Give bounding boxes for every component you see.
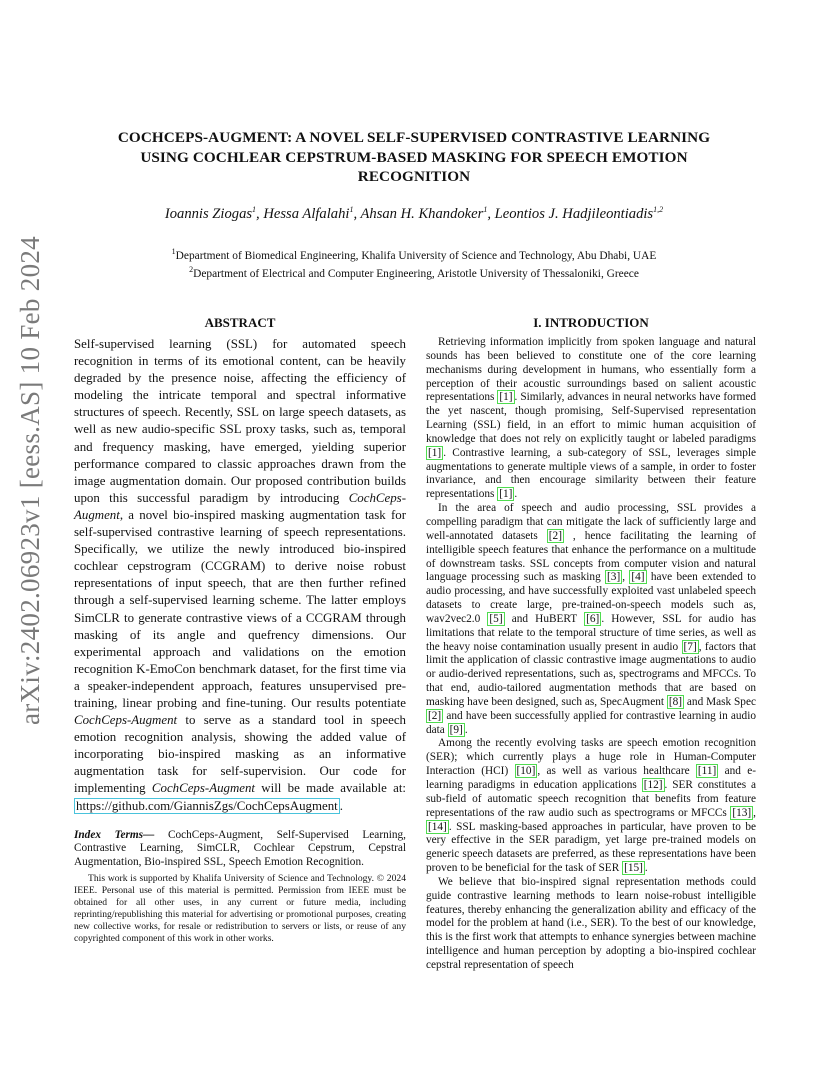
paragraph-text: , xyxy=(622,571,630,584)
introduction-body xyxy=(426,336,756,973)
arxiv-side-stamp xyxy=(10,235,50,725)
affiliation-2 xyxy=(60,265,768,280)
affiliation-1 xyxy=(60,247,768,262)
affiliation-mark: 2 xyxy=(189,265,194,274)
paragraph-text: . Similarly, advances in neural networks have formed the yet nascent, though promising, Self-Supervised representation Learning (SSL) field, in an effort to mimic human acquisition of knowledge that does not rely on explicitly taught or labeled paradigms xyxy=(426,391,756,445)
method-name: CochCeps-Augment xyxy=(74,713,178,728)
citation-link[interactable]: [5] xyxy=(489,612,503,625)
paragraph-text: and Mask Spec xyxy=(684,695,756,708)
index-terms-label: Index Terms— xyxy=(74,828,155,841)
citation-link[interactable]: [12] xyxy=(643,779,663,791)
author-affiliation-mark: 1 xyxy=(252,205,257,214)
citation-link[interactable]: [9] xyxy=(449,723,463,736)
abstract-text: , a novel bio-inspired masking augmentation task for self-supervised contrastive learning of speech representations. Specifically, we utilize the newly introduced bio-inspired cochlear cepstrogram (CCGRAM) to derive noise robust representations of input speech, that are then further refined through a self-supervised learning scheme. The latter employs SimCLR to generate contrastive views of a CCGRAM through masking of its angle and quefrency dimensions. Our experimental approach and validations on the emotion recognition K-EmoCon benchmark dataset, for the first time via a speaker-independent approach, features unsupervised pre-training, linear probing and fine-tuning. Our results potentiate xyxy=(74,507,406,710)
citation-link[interactable]: [15] xyxy=(624,862,643,875)
index-terms-text: CochCeps-Augment, Self-Supervised Learning, Contrastive Learning, SimCLR, Cochlear Cepstrum, Cepstral Augmentation, Bio-inspired SSL, Speech Emotion Recognition. xyxy=(74,828,406,869)
arxiv-identifier: arXiv:2402.06923v1 [eess.AS] 10 Feb 2024 xyxy=(14,235,45,725)
paragraph-text: Retrieving information implicitly from spoken language and natural sounds has been believed to constitute one of the core learning mechanisms during development in humans, who essentially form a perception of their acoustic surroundings based on salient acoustic representations xyxy=(426,336,756,404)
method-name: CochCeps-Augment xyxy=(151,781,256,796)
paragraph-text: , xyxy=(753,806,756,819)
citation-link[interactable]: [2] xyxy=(548,529,562,542)
paragraph-text: We believe that bio-inspired signal representation methods could guide contrastive learning methods to learn noise-robust intelligible features, thereby enhancing the generalization ability and efficacy of the model for the problem at hand (i.e., SER). To the best of our knowledge, this is the first work that attempts to enhance synergies between machine intelligence and human perception by adopting a bio-inspired cochlear cepstral representation of speech xyxy=(426,875,756,971)
paragraph-text: In the area of speech and audio processing, SSL provides a compelling paradigm that can mitigate the lack of sufficiently large and well-annotated datasets xyxy=(426,502,756,542)
code-repository-link[interactable]: https://github.com/GiannisZgs/CochCepsAugment xyxy=(76,798,338,813)
introduction-paragraph xyxy=(426,876,756,973)
author-name: Ioannis Ziogas xyxy=(164,205,253,222)
author-list: Ioannis Ziogas$^1$, Hessa Alfalahi$^1$, Ahsan H. Khandoker$^1$, Leontios J. Hadjileontiadis$^{1,2}$ xyxy=(164,205,664,222)
introduction-paragraph xyxy=(426,737,756,875)
abstract-body xyxy=(74,336,406,815)
paragraph-text: and have been successfully applied for contrastive learning in audio data xyxy=(426,709,756,736)
citation-link[interactable]: [10] xyxy=(516,765,536,778)
right-column xyxy=(426,315,756,973)
citation-link[interactable]: [8] xyxy=(668,695,683,708)
method-name: CochCeps-Augment xyxy=(74,490,406,522)
paragraph-text: have been extended to audio processing, and have successfully exploited vast unlabeled speech datasets to create large, pre-trained-on-speech models such as, wav2vec2.0 xyxy=(426,571,756,625)
paragraph-text: . xyxy=(644,862,648,875)
introduction-paragraph xyxy=(426,502,756,737)
paragraph-text: and e-learning paradigms in education applications xyxy=(426,765,756,791)
title-line: USING COCHLEAR CEPSTRUM-BASED MASKING FOR SPEECH EMOTION xyxy=(140,148,688,166)
affiliation-mark: 1 xyxy=(171,247,176,256)
author-name: Hessa Alfalahi xyxy=(263,205,350,222)
abstract-text: will be made available at: xyxy=(255,781,407,796)
paragraph-text: . However, SSL for audio has limitations that relate to the temporal structure of time series, as well as the heavy noise contamination usually present in audio xyxy=(426,612,756,653)
citation-link[interactable]: [1] xyxy=(499,391,513,404)
author-affiliation-mark: 1,2 xyxy=(653,205,664,214)
author-name: Leontios J. Hadjileontiadis xyxy=(494,205,654,222)
citation-link[interactable]: [3] xyxy=(607,571,621,584)
affiliation-text: Department of Electrical and Computer Engineering, Aristotle University of Thessaloniki, Greece xyxy=(193,267,639,280)
paragraph-text: , hence facilitating the learning of intelligible speech features that enhance the performance on a multitude of downstream tasks. SSL concepts from computer vision and natural language processing such as masking xyxy=(426,529,756,584)
citation-link[interactable]: [2] xyxy=(428,709,442,722)
citation-link[interactable]: [4] xyxy=(631,571,645,584)
paragraph-text: Among the recently evolving tasks are speech emotion recognition (SER); which currently plays a huge role in Human-Computer Interaction (HCI) xyxy=(426,737,756,778)
author-affiliation-mark: 1 xyxy=(483,205,488,214)
paragraph-text: , as well as various healthcare xyxy=(537,765,696,778)
author-name: Ahsan H. Khandoker xyxy=(360,205,484,222)
citation-link[interactable]: [1] xyxy=(428,446,442,459)
abstract-text: Self-supervised learning (SSL) for automated speech recognition in terms of its emotional content, can be heavily degraded by the presence noise, affecting the efficiency of modeling the intricate temporal and spectral informative structures of speech. Recently, SSL on large speech datasets, as well as new audio-specific SSL proxy tasks, such as, temporal and frequency masking, have emerged, yielding superior performance compared to classic approaches drawn from the image augmentation domain. Our proposed contribution builds upon this successful paradigm by introducing xyxy=(74,337,406,505)
citation-link[interactable]: [11] xyxy=(697,765,717,778)
introduction-paragraph xyxy=(426,336,756,502)
footnote xyxy=(74,873,406,944)
index-terms xyxy=(74,829,406,870)
paragraph-text: . xyxy=(464,723,468,736)
citation-link[interactable]: [7] xyxy=(683,640,697,653)
affiliation-text: Department of Biomedical Engineering, Khalifa University of Science and Technology, Abu Dhabi, UAE xyxy=(175,249,657,262)
paragraph-text: . SER constitutes a sub-field of automatic speech recognition that benefits from feature representations of the raw audio such as spectrograms or MFCCs xyxy=(426,779,756,819)
citation-link[interactable]: [13] xyxy=(732,806,752,819)
author-affiliation-mark: 1 xyxy=(349,205,354,214)
citation-link[interactable]: [6] xyxy=(586,612,600,625)
paragraph-text: . xyxy=(514,488,518,501)
paragraph-text: . Contrastive learning, a sub-category of SSL, leverages simple augmentations to generate multiple views of a sample, in order to foster invariance, and then encourage similarity between their feature representations xyxy=(426,446,756,501)
abstract-text: to serve as a standard tool in speech emotion recognition analysis, showing the added value of incorporating bio-inspired masking as an informative augmentation task for self-supervision. Our code for implementing xyxy=(74,713,406,796)
title-line: COCHCEPS-AUGMENT: A NOVEL SELF-SUPERVISED CONTRASTIVE LEARNING xyxy=(117,129,711,146)
paragraph-text: . SSL masking-based approaches in particular, have proven to be very effective in the SER paradigm, yet large pre-trained models on generic speech datasets are preferred, as these representations have been proven to be beneficial for the task of SER xyxy=(426,820,756,875)
citation-link[interactable]: [1] xyxy=(499,488,513,501)
title-line: RECOGNITION xyxy=(357,168,471,185)
citation-link[interactable]: [14] xyxy=(428,820,447,833)
introduction-heading: I. INTRODUCTION xyxy=(533,315,649,330)
paragraph-text: and HuBERT xyxy=(504,612,585,625)
left-column xyxy=(74,315,406,870)
abstract-text: . xyxy=(339,798,343,813)
paper-title xyxy=(90,128,738,187)
paragraph-text: , factors that limit the application of classic contrastive image augmentations to audio or audio-derived representations, such as, spectrograms and MFCCs. To that end, audio-tailored augmentation methods that are based on masking have been designed, such as, SpecAugment xyxy=(426,640,757,708)
footnote-text: This work is supported by Khalifa University of Science and Technology. © 2024 IEEE. Personal use of this material is permitted. Permission from IEEE must be obtained for all other uses, in any current or future media, including reprinting/republishing this material for advertising or promotional purposes, creating new collective works, for resale or redistribution to servers or lists, or reuse of any copyrighted component of this work in other works. xyxy=(74,873,406,944)
abstract-heading: ABSTRACT xyxy=(204,315,276,330)
